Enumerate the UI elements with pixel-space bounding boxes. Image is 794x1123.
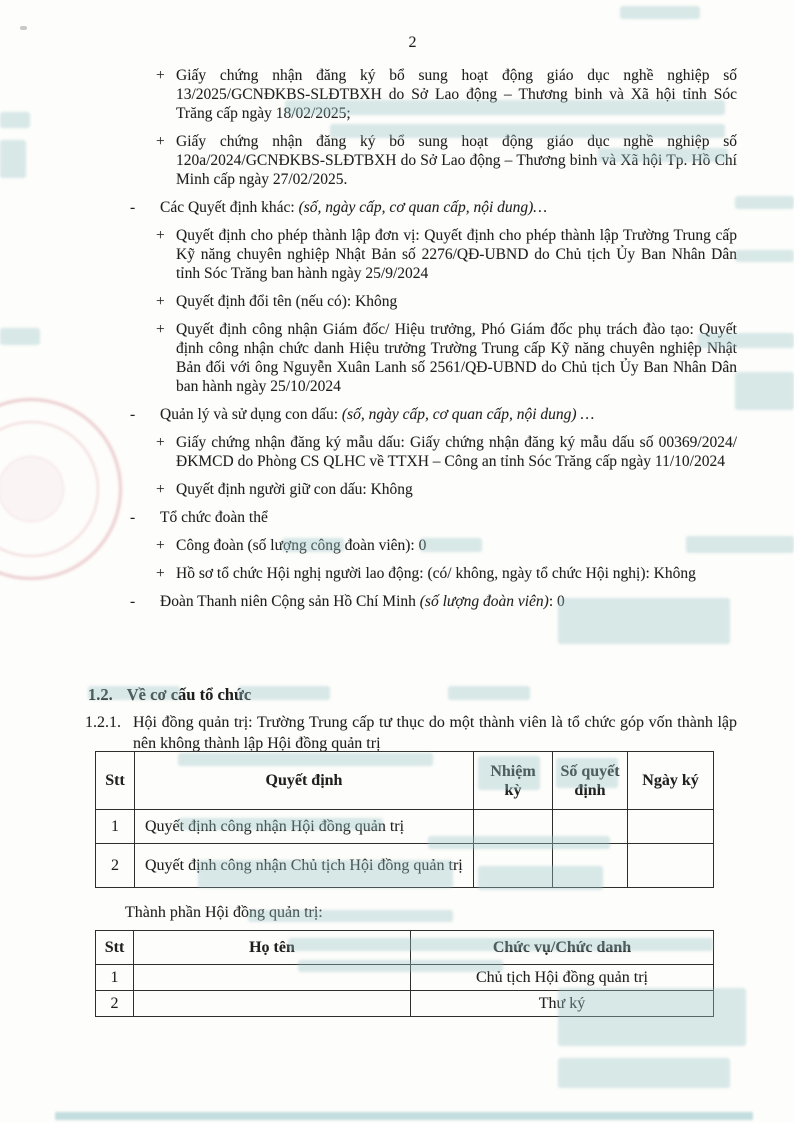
list-item (130, 508, 737, 527)
bleedthrough-smudge (558, 1058, 730, 1088)
item-text: Đoàn Thanh niên Cộng sản Hồ Chí Minh (160, 593, 420, 610)
list-item (156, 132, 737, 189)
document-bullet-list (0, 66, 794, 620)
bleedthrough-smudge (238, 686, 330, 700)
scan-artifact-band (55, 1112, 753, 1120)
item-text: Quyết định người giữ con dấu: Không (176, 481, 413, 498)
table-quyet-dinh (95, 751, 714, 888)
item-text: Giấy chứng nhận đăng ký mẫu dấu: Giấy chứng nhận đăng ký mẫu dấu số 00369/2024/ĐKMCD do Phòng CS QLHC về TTXH – Công an tỉnh Sóc Trăng cấp ngày 11/10/2024 (176, 434, 737, 470)
bleedthrough-smudge (620, 6, 700, 19)
cell-so-quyet-dinh (553, 810, 628, 844)
item-text: Quyết định công nhận Giám đốc/ Hiệu trưởng, Phó Giám đốc phụ trách đào tạo: Quyết định công nhận chức danh Hiệu trưởng Trường Trung cấp Kỹ năng chuyên nghiệp Nhật Bản đối với ông Nguyễn Xuân Lanh số 2561/QĐ-UBND do Chủ tịch Ủy Ban Nhân Dân ban hành ngày 25/10/2024 (176, 321, 737, 395)
col-header-stt: Stt (96, 931, 134, 965)
section-1-2-1 (85, 712, 737, 754)
col-header-chuc-vu: Chức vụ/Chức danh (411, 931, 714, 965)
item-marker: - (130, 406, 136, 423)
item-marker: - (130, 199, 136, 216)
col-header-so-quyet-dinh: Số quyết định (553, 752, 628, 810)
item-marker: + (156, 133, 165, 150)
col-header-ngay-ky: Ngày ký (628, 752, 714, 810)
cell-ho-ten (134, 991, 411, 1017)
item-text: Giấy chứng nhận đăng ký bổ sung hoạt động giáo dục nghề nghiệp số 13/2025/GCNĐKBS-SLĐTBXH do Sở Lao động – Thương binh và Xã hội tỉnh Sóc Trăng cấp ngày 18/02/2025; (176, 67, 737, 122)
cell-quyet-dinh: Quyết định công nhận Hội đồng quản trị (135, 810, 474, 844)
item-text-italic: (số, ngày cấp, cơ quan cấp, nội dung) … (341, 406, 595, 423)
table-row (96, 844, 714, 888)
cell-stt: 1 (96, 965, 134, 991)
table-header-row (96, 931, 714, 965)
item-text: Tổ chức đoàn thể (160, 509, 268, 526)
item-text: Các Quyết định khác: (160, 199, 299, 216)
col-header-quyet-dinh: Quyết định (135, 752, 474, 810)
item-text: Giấy chứng nhận đăng ký bổ sung hoạt động giáo dục nghề nghiệp số 120a/2024/GCNĐKBS-SLĐTBXH do Sở Lao động – Thương binh và Xã hội Tp. Hồ Chí Minh cấp ngày 27/02/2025. (176, 133, 737, 188)
list-item (156, 564, 737, 583)
list-item (130, 592, 737, 611)
section-number: 1.2. (88, 685, 113, 704)
item-text: Quyết định đổi tên (nếu có): Không (176, 293, 398, 310)
cell-nhiem-ky (474, 810, 553, 844)
table-row (96, 965, 714, 991)
cell-chuc-vu: Chủ tịch Hội đồng quản trị (411, 965, 714, 991)
item-marker: + (156, 227, 165, 244)
item-text: Công đoàn (số lượng công đoàn viên): 0 (176, 537, 427, 554)
section-heading-1-2 (88, 685, 251, 705)
item-marker: - (130, 593, 136, 610)
item-text-tail: : 0 (548, 593, 565, 610)
item-text-italic: (số, ngày cấp, cơ quan cấp, nội dung)… (298, 199, 548, 216)
cell-nhiem-ky (474, 844, 553, 888)
item-marker: + (156, 293, 165, 310)
col-header-stt: Stt (96, 752, 135, 810)
item-marker: - (130, 509, 136, 526)
list-item (156, 320, 737, 396)
bleedthrough-smudge (448, 686, 530, 700)
page-number: 2 (408, 34, 417, 51)
item-marker: + (156, 537, 165, 554)
table-thanh-phan-hdqt (95, 930, 714, 1017)
item-text-italic: (số lượng đoàn viên) (419, 593, 549, 610)
table-header-row (96, 752, 714, 810)
section-text: Hội đồng quản trị: Trường Trung cấp tư thục do một thành viên là tổ chức góp vốn thành lập nên không thành lập Hội đồng quản trị (133, 714, 737, 752)
item-text: Hồ sơ tổ chức Hội nghị người lao động: (có/ không, ngày tổ chức Hội nghị): Không (176, 565, 696, 582)
item-text: Quyết định cho phép thành lập đơn vị: Quyết định cho phép thành lập Trường Trung cấp Kỹ năng chuyên nghiệp Nhật Bản số 2276/QĐ-UBND do Chủ tịch Ủy Ban Nhân Dân tỉnh Sóc Trăng ban hành ngày 25/9/2024 (176, 227, 737, 282)
list-item (130, 198, 737, 217)
cell-stt: 1 (96, 810, 135, 844)
cell-ho-ten (134, 965, 411, 991)
list-item (156, 226, 737, 283)
list-item (156, 536, 737, 555)
cell-stt: 2 (96, 844, 135, 888)
item-text: Quản lý và sử dụng con dấu: (160, 406, 342, 423)
list-item (130, 405, 737, 424)
table-row (96, 991, 714, 1017)
item-marker: + (156, 434, 165, 451)
item-marker: + (156, 321, 165, 338)
col-header-ho-ten: Họ tên (134, 931, 411, 965)
table-row (96, 810, 714, 844)
list-item (156, 433, 737, 471)
cell-so-quyet-dinh (553, 844, 628, 888)
list-item (156, 480, 737, 499)
list-item (156, 292, 737, 311)
item-marker: + (156, 481, 165, 498)
item-marker: + (156, 67, 165, 84)
section-number: 1.2.1. (85, 714, 121, 731)
item-marker: + (156, 565, 165, 582)
scan-speck (20, 26, 27, 30)
cell-stt: 2 (96, 991, 134, 1017)
cell-chuc-vu: Thư ký (411, 991, 714, 1017)
list-item (156, 66, 737, 123)
col-header-nhiem-ky: Nhiệm kỳ (474, 752, 553, 810)
cell-ngay-ky (628, 810, 714, 844)
table-caption: Thành phần Hội đồng quản trị: (125, 904, 323, 921)
section-title: Về cơ cấu tổ chức (126, 685, 252, 704)
cell-ngay-ky (628, 844, 714, 888)
cell-quyet-dinh: Quyết định công nhận Chủ tịch Hội đồng quản trị (135, 844, 474, 888)
